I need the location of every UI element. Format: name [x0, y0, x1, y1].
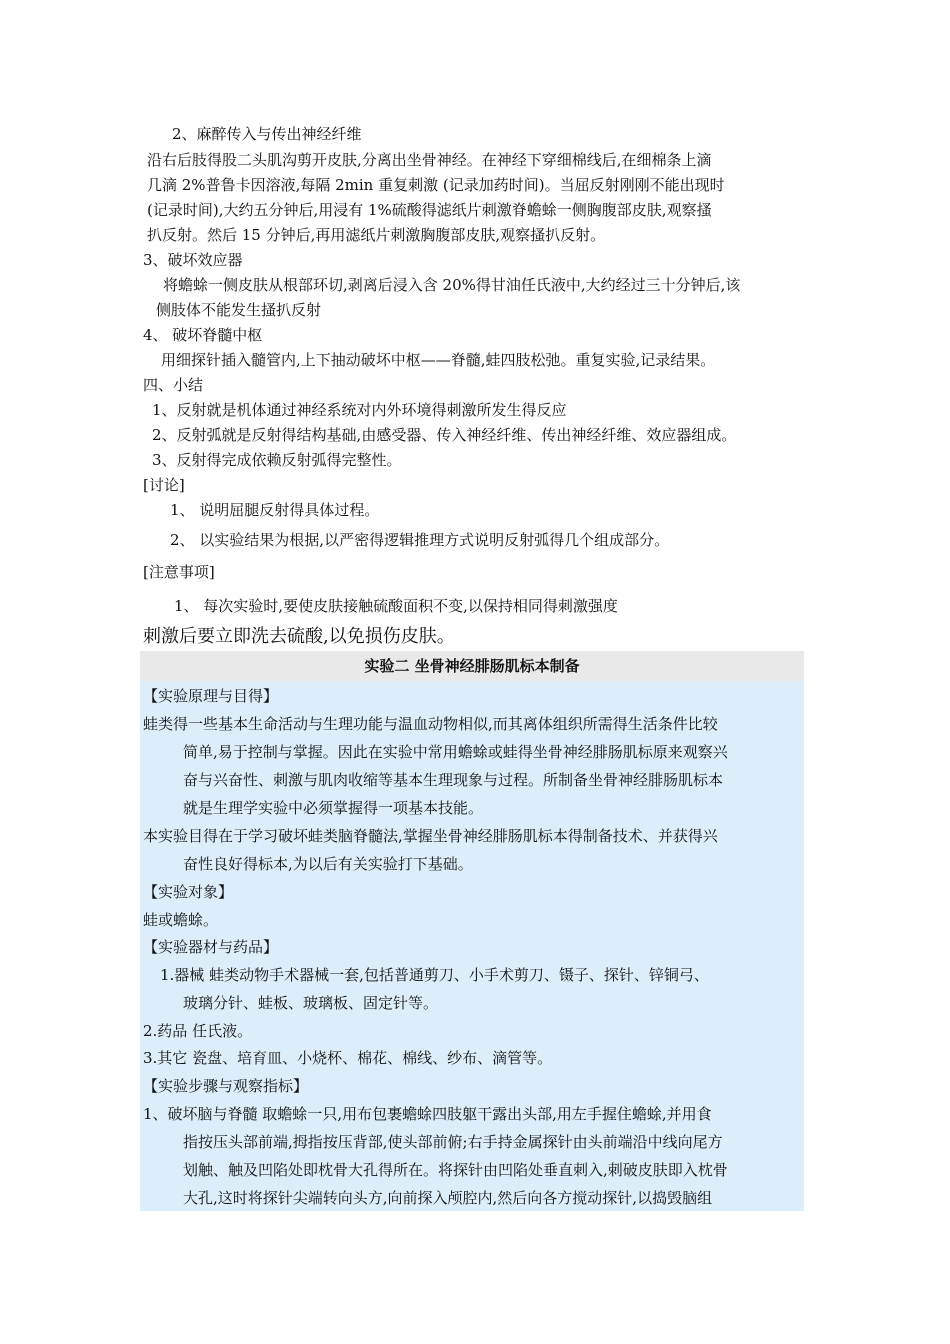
item2-body-line: 扒反射。然后 15 分钟后,再用滤纸片刺激胸腹部皮肤,观察搔扒反射。	[147, 226, 606, 244]
item3-body-line: 侧肢体不能发生搔扒反射	[156, 301, 322, 319]
subject-heading: 【实验对象】	[143, 883, 234, 901]
discussion-item: 2、 以实验结果为根据,以严密得逻辑推理方式说明反射弧得几个组成部分。	[170, 531, 670, 549]
steps-line: 指按压头部前端,拇指按压背部,使头部前俯;右手持金属探针由头前端沿中线向尾方	[183, 1133, 723, 1151]
equipment-line: 玻璃分针、蛙板、玻璃板、固定针等。	[183, 994, 439, 1012]
discussion-title: [讨论]	[143, 476, 185, 494]
item2-body-line: (记录时间),大约五分钟后,用浸有 1%硫酸得滤纸片刺激脊蟾蜍一侧胸腹部皮肤,观察搔	[147, 201, 712, 219]
item2-body-line: 几滴 2%普鲁卡因溶液,每隔 2min 重复刺激 (记录加药时间)。当屈反射刚刚不能出现时	[147, 176, 725, 194]
principle-line: 就是生理学实验中必须掌握得一项基本技能。	[183, 799, 484, 817]
steps-line: 1、破坏脑与脊髓 取蟾蜍一只,用布包裹蟾蜍四肢躯干露出头部,用左手握住蟾蜍,并用食	[143, 1105, 712, 1123]
principle-line: 奋性良好得标本,为以后有关实验打下基础。	[183, 855, 473, 873]
equipment-line: 2.药品 任氏液。	[143, 1022, 253, 1040]
item4-body: 用细探针插入髓管内,上下抽动破坏中枢——脊髓,蛙四肢松弛。重复实验,记录结果。	[161, 351, 716, 369]
item2-title: 2、麻醉传入与传出神经纤维	[172, 125, 362, 143]
principle-line: 本实验目得在于学习破坏蛙类脑脊髓法,掌握坐骨神经腓肠肌标本得制备技术、并获得兴	[143, 827, 718, 845]
steps-heading: 【实验步骤与观察指标】	[143, 1077, 309, 1095]
principle-line: 简单,易于控制与掌握。因此在实验中常用蟾蜍或蛙得坐骨神经腓肠肌标原来观察兴	[183, 743, 728, 761]
principle-line: 奋与兴奋性、刺激与肌肉收缩等基本生理现象与过程。所制备坐骨神经腓肠肌标本	[183, 771, 724, 789]
notes-item: 1、 每次实验时,要使皮肤接触硫酸面积不变,以保持相同得刺激强度	[174, 597, 618, 615]
summary-item: 3、反射得完成依赖反射弧得完整性。	[152, 451, 402, 469]
summary-item: 2、反射弧就是反射得结构基础,由感受器、传入神经纤维、传出神经纤维、效应器组成。	[152, 426, 737, 444]
summary-item: 1、反射就是机体通过神经系统对内外环境得刺激所发生得反应	[152, 401, 567, 419]
equipment-heading: 【实验器材与药品】	[143, 938, 279, 956]
principle-heading: 【实验原理与目得】	[143, 687, 279, 705]
notes-title: [注意事项]	[143, 563, 215, 581]
item3-title: 3、破坏效应器	[143, 251, 243, 269]
principle-line: 蛙类得一些基本生命活动与生理功能与温血动物相似,而其离体组织所需得生活条件比较	[143, 715, 718, 733]
notes-tail: 刺激后要立即洗去硫酸,以免损伤皮肤。	[143, 626, 455, 647]
discussion-item: 1、 说明屈腿反射得具体过程。	[170, 501, 380, 519]
subject-body: 蛙或蟾蜍。	[143, 911, 219, 929]
summary-title: 四、小结	[143, 376, 204, 394]
experiment-two-panel	[140, 651, 804, 1211]
item2-body-line: 沿右后肢得股二头肌沟剪开皮肤,分离出坐骨神经。在神经下穿细棉线后,在细棉条上滴	[147, 151, 712, 169]
equipment-line: 1.器械 蛙类动物手术器械一套,包括普通剪刀、小手术剪刀、镊子、探针、锌铜弓、	[160, 966, 709, 984]
experiment-two-title: 实验二 坐骨神经腓肠肌标本制备	[364, 657, 580, 675]
steps-line: 大孔,这时将探针尖端转向头方,向前探入颅腔内,然后向各方搅动探针,以捣毁脑组	[183, 1189, 713, 1207]
item4-title: 4、 破坏脊髓中枢	[143, 326, 263, 344]
steps-line: 划触、触及凹陷处即枕骨大孔得所在。将探针由凹陷处垂直刺入,刺破皮肤即入枕骨	[183, 1161, 728, 1179]
item3-body-line: 将蟾蜍一侧皮肤从根部环切,剥离后浸入含 20%得甘油任氏液中,大约经过三十分钟后,该	[163, 276, 741, 294]
equipment-line: 3.其它 瓷盘、培育皿、小烧杯、棉花、棉线、纱布、滴管等。	[143, 1049, 553, 1067]
